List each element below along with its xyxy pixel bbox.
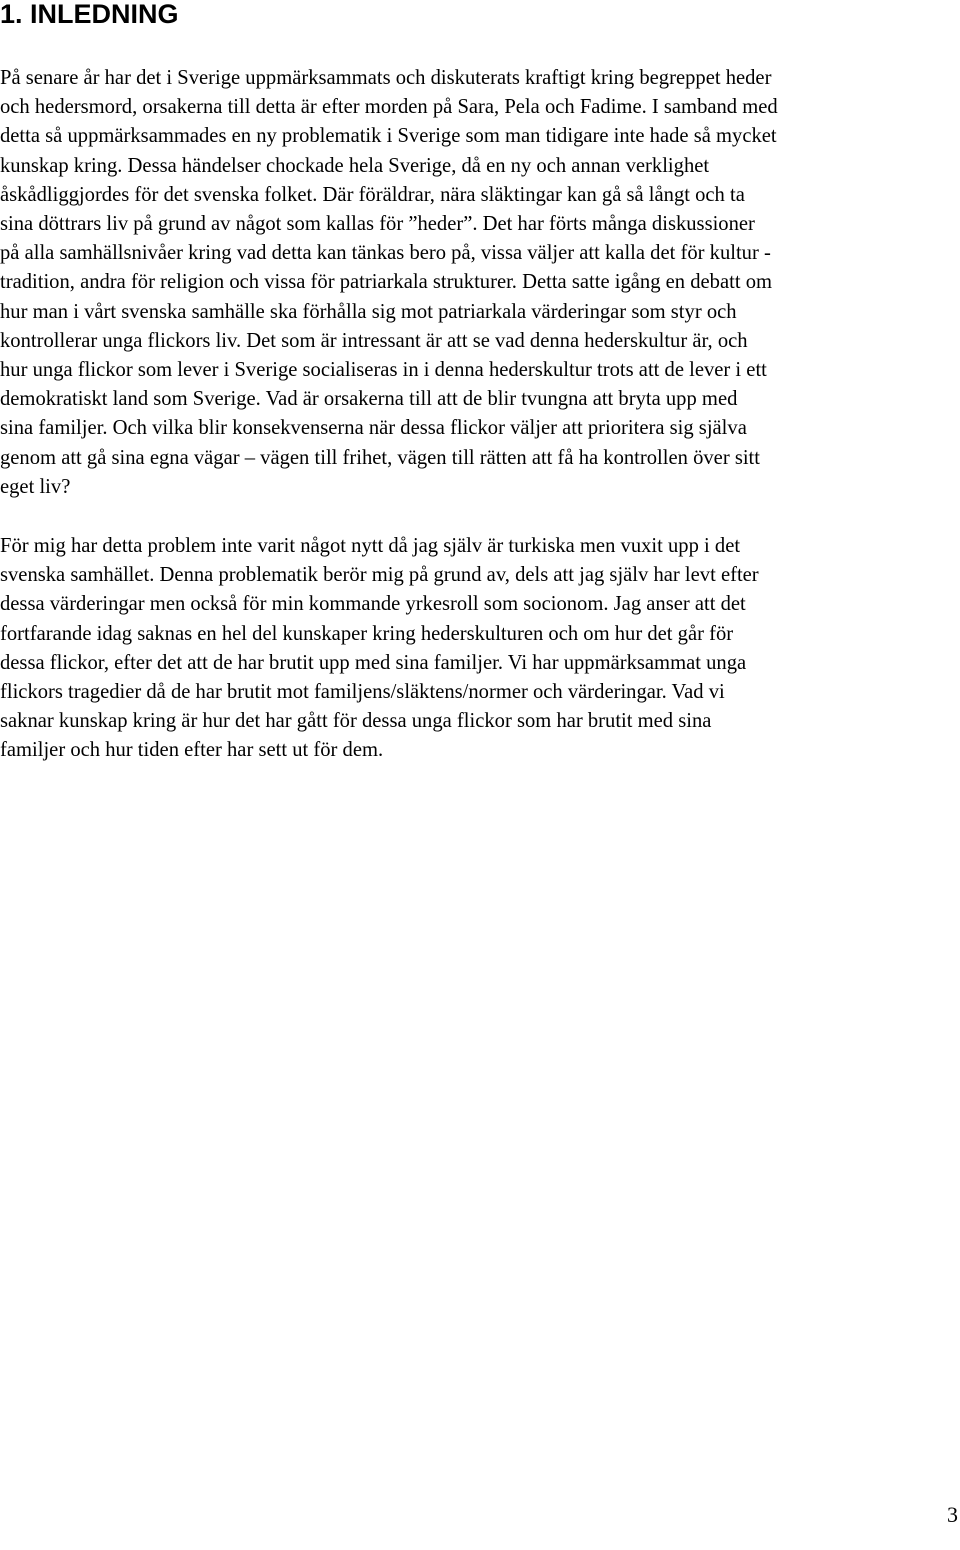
- paragraph-line: hur unga flickor som lever i Sverige socialiseras in i denna hederskultur trots att de lever i ett: [0, 359, 767, 382]
- paragraph-line: genom att gå sina egna vägar – vägen till frihet, vägen till rätten att få ha kontrollen över sitt: [0, 446, 760, 469]
- paragraph-line: saknar kunskap kring är hur det har gått för dessa unga flickor som har brutit med sina: [0, 710, 712, 733]
- paragraph-line: sina familjer. Och vilka blir konsekvenserna när dessa flickor väljer att prioritera sig själva: [0, 417, 747, 440]
- paragraph-line: kunskap kring. Dessa händelser chockade hela Sverige, då en ny och annan verklighet: [0, 154, 710, 177]
- paragraph-line: familjer och hur tiden efter har sett ut för dem.: [0, 739, 384, 762]
- paragraph-line: och hedersmord, orsakerna till detta är efter morden på Sara, Pela och Fadime. I samband med: [0, 96, 778, 119]
- paragraph-line: tradition, andra för religion och vissa för patriarkala strukturer. Detta satte igång en debatt om: [0, 271, 773, 294]
- paragraph-line: fortfarande idag saknas en hel del kunskaper kring hederskulturen och om hur det går för: [0, 622, 734, 645]
- paragraph-line: dessa flickor, efter det att de har brutit upp med sina familjer. Vi har uppmärksammat unga: [0, 651, 747, 674]
- paragraph-line: eget liv?: [0, 475, 71, 498]
- paragraph-line: På senare år har det i Sverige uppmärksammats och diskuterats kraftigt kring begreppet heder: [0, 67, 772, 89]
- paragraph-line: demokratiskt land som Sverige. Vad är orsakerna till att de blir tvungna att bryta upp med: [0, 388, 738, 411]
- page-number: 3: [947, 1502, 958, 1527]
- paragraph-intro: [0, 64, 960, 502]
- paragraph-line: kontrollerar unga flickors liv. Det som är intressant är att se vad denna hederskultur är, och: [0, 329, 748, 352]
- paragraph-line: svenska samhället. Denna problematik berör mig på grund av, dels att jag själv har levt efter: [0, 564, 759, 587]
- paragraph-line: För mig har detta problem inte varit något nytt då jag själv är turkiska men vuxit upp i det: [0, 535, 741, 557]
- paragraph-line: åskådliggjordes för det svenska folket. Där föräldrar, nära släktingar kan gå så långt och ta: [0, 183, 745, 206]
- section-heading: 1. INLEDNING: [0, 0, 179, 29]
- paragraph-line: dessa värderingar men också för min kommande yrkesroll som socionom. Jag anser att det: [0, 593, 746, 616]
- paragraph-line: på alla samhällsnivåer kring vad detta kan tänkas bero på, vissa väljer att kalla det för kultur -: [0, 242, 771, 265]
- paragraph-line: sina döttrars liv på grund av något som kallas för ”heder”. Det har förts många diskussioner: [0, 213, 755, 236]
- paragraph-line: hur man i vårt svenska samhälle ska förhålla sig mot patriarkala värderingar som styr och: [0, 300, 737, 323]
- paragraph-line: detta så uppmärksammades en ny problematik i Sverige som man tidigare inte hade så mycket: [0, 125, 777, 148]
- paragraph-line: flickors tragedier då de har brutit mot familjens/släktens/normer och värderingar. Vad vi: [0, 681, 725, 704]
- paragraph-personal: [0, 532, 960, 766]
